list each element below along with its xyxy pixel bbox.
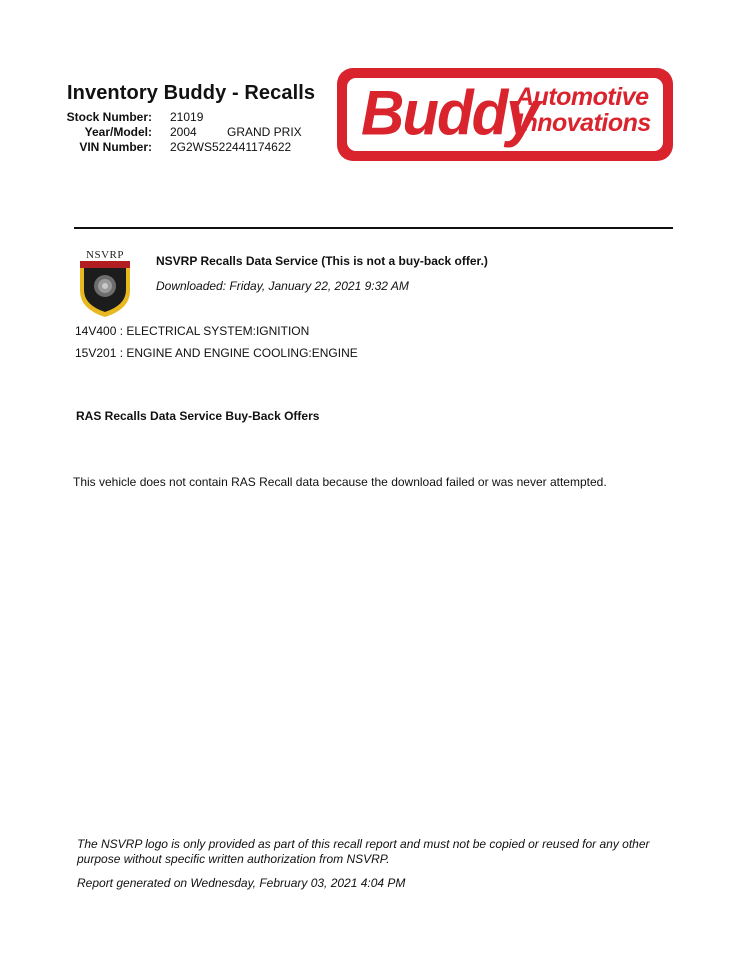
- stock-number-label: Stock Number:: [66, 110, 152, 124]
- nsvrp-badge-label: NSVRP: [86, 249, 124, 261]
- ras-message: This vehicle does not contain RAS Recall data because the download failed or was never attempted.: [73, 475, 607, 489]
- vin-number-row: [50, 140, 330, 155]
- recall-item: 14V400 : ELECTRICAL SYSTEM:IGNITION: [75, 324, 310, 338]
- report-generated-date: Report generated on Wednesday, February 03, 2021 4:04 PM: [77, 876, 406, 890]
- vin-number-value: 2G2WS522441174622: [170, 140, 292, 154]
- document-title: Inventory Buddy - Recalls: [67, 82, 316, 104]
- vin-number-label: VIN Number:: [79, 140, 152, 154]
- year-model-label: Year/Model:: [84, 125, 152, 139]
- footer-disclaimer: The NSVRP logo is only provided as part of this recall report and must not be copied or reused for any other purpose without specific written authorization from NSVRP.: [77, 837, 650, 866]
- year-value: 2004: [170, 125, 197, 139]
- recall-item: 15V201 : ENGINE AND ENGINE COOLING:ENGINE: [75, 346, 358, 360]
- header-divider: [74, 227, 673, 229]
- logo-line-automotive: Automotive: [516, 83, 649, 111]
- company-logo: [337, 68, 673, 161]
- model-value: GRAND PRIX: [227, 125, 302, 139]
- nsvrp-badge-icon: [76, 247, 134, 319]
- nsvrp-heading: NSVRP Recalls Data Service (This is not a buy-back offer.): [156, 254, 488, 268]
- stock-number-row: [50, 110, 330, 125]
- logo-brand-text: Buddy: [361, 78, 538, 149]
- nsvrp-downloaded-date: Downloaded: Friday, January 22, 2021 9:32 AM: [156, 279, 409, 293]
- logo-line-innovations: Innovations: [516, 109, 651, 137]
- stock-number-value: 21019: [170, 110, 204, 124]
- ras-heading: RAS Recalls Data Service Buy-Back Offers: [76, 409, 320, 423]
- year-model-row: [50, 125, 330, 140]
